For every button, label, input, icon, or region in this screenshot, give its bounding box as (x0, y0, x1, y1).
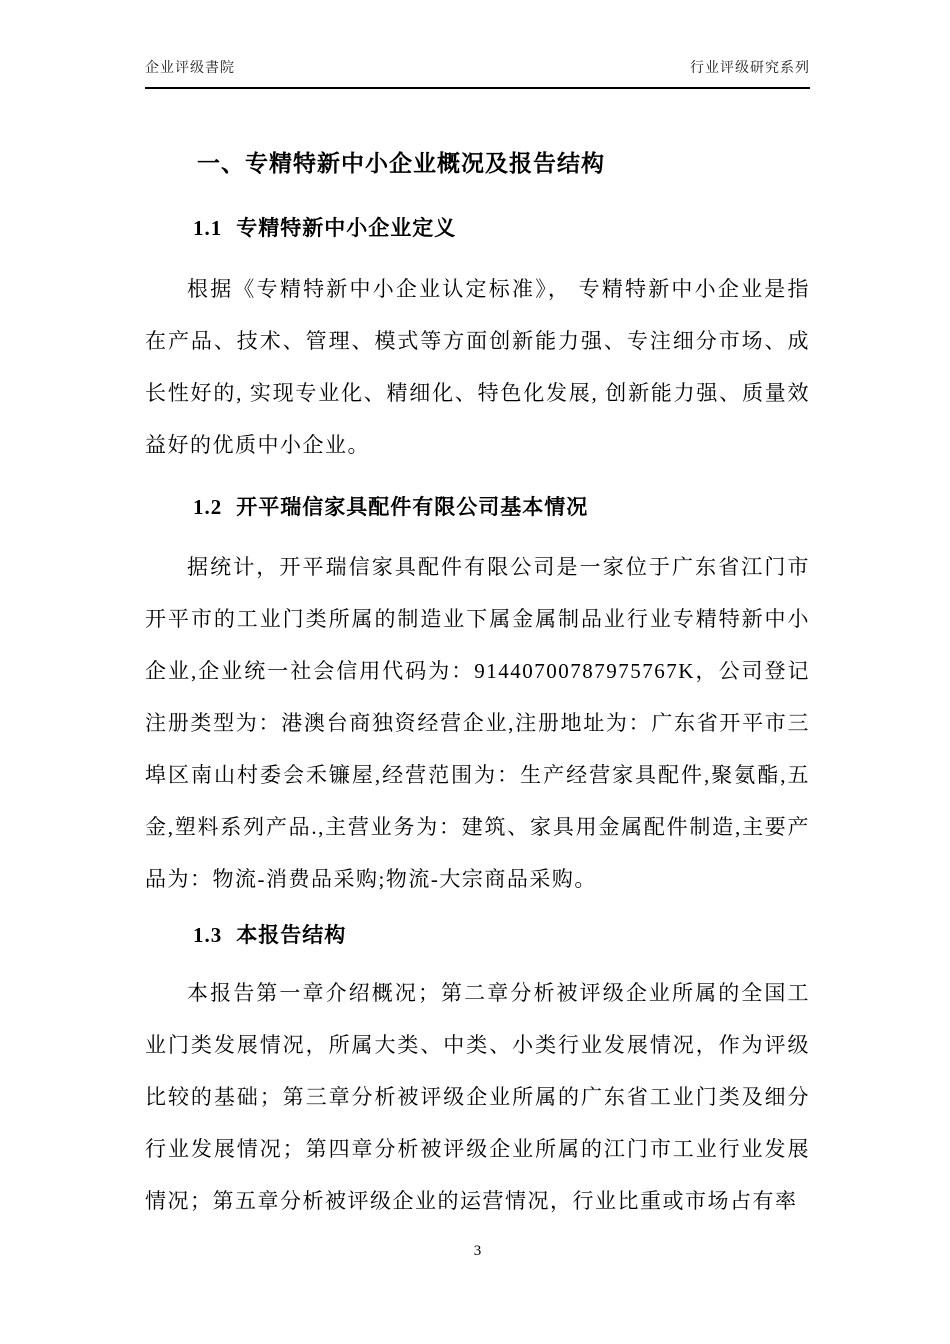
subsection-number: 1.1 (193, 216, 223, 240)
subsection-title: 开平瑞信家具配件有限公司基本情况 (236, 496, 589, 519)
subsection-heading-1-1 (193, 214, 810, 243)
header-right-text: 行业评级研究系列 (690, 61, 810, 76)
page-footer (145, 1243, 810, 1260)
subsection-heading-1-2 (193, 493, 810, 522)
section-heading: 一、专精特新中小企业概况及报告结构 (197, 150, 605, 176)
page-header (145, 60, 810, 89)
subsection-number: 1.2 (193, 495, 223, 519)
subsection-heading-1-3 (193, 921, 810, 950)
header-left-text: 企业评级書院 (145, 61, 235, 76)
paragraph-definition: 根据《专精特新中小企业认定标准》， 专精特新中小企业是指在产品、技术、管理、模式等方面创新能力强、专注细分市场、成长性好的, 实现专业化、精细化、特色化发展, 创新能力强、质量效益好的优质中小企业。 (145, 277, 810, 457)
subsection-number: 1.3 (193, 923, 223, 947)
paragraph-report-structure: 本报告第一章介绍概况；第二章分析被评级企业所属的全国工业门类发展情况，所属大类、中类、小类行业发展情况，作为评级比较的基础；第三章分析被评级企业所属的广东省工业门类及细分行业发展情况；第四章分析被评级企业所属的江门市工业行业发展情况；第五章分析被评级企业的运营情况，行业比重或市场占有率 (145, 981, 810, 1213)
document-body (145, 88, 810, 1227)
page-number: 3 (473, 1243, 482, 1259)
subsection-title: 专精特新中小企业定义 (236, 217, 457, 240)
paragraph-company-info: 据统计，开平瑞信家具配件有限公司是一家位于广东省江门市开平市的工业门类所属的制造业下属金属制品业行业专精特新中小企业,企业统一社会信用代码为：91440700787975767K，公司登记注册类型为：港澳台商独资经营企业,注册地址为：广东省开平市三埠区南山村委会禾镰屋,经营范围为：生产经营家具配件,聚氨酯,五金,塑料系列产品.,主营业务为：建筑、家具用金属配件制造,主要产品为：物流-消费品采购;物流-大宗商品采购。 (145, 555, 810, 891)
subsection-title: 本报告结构 (236, 924, 347, 947)
